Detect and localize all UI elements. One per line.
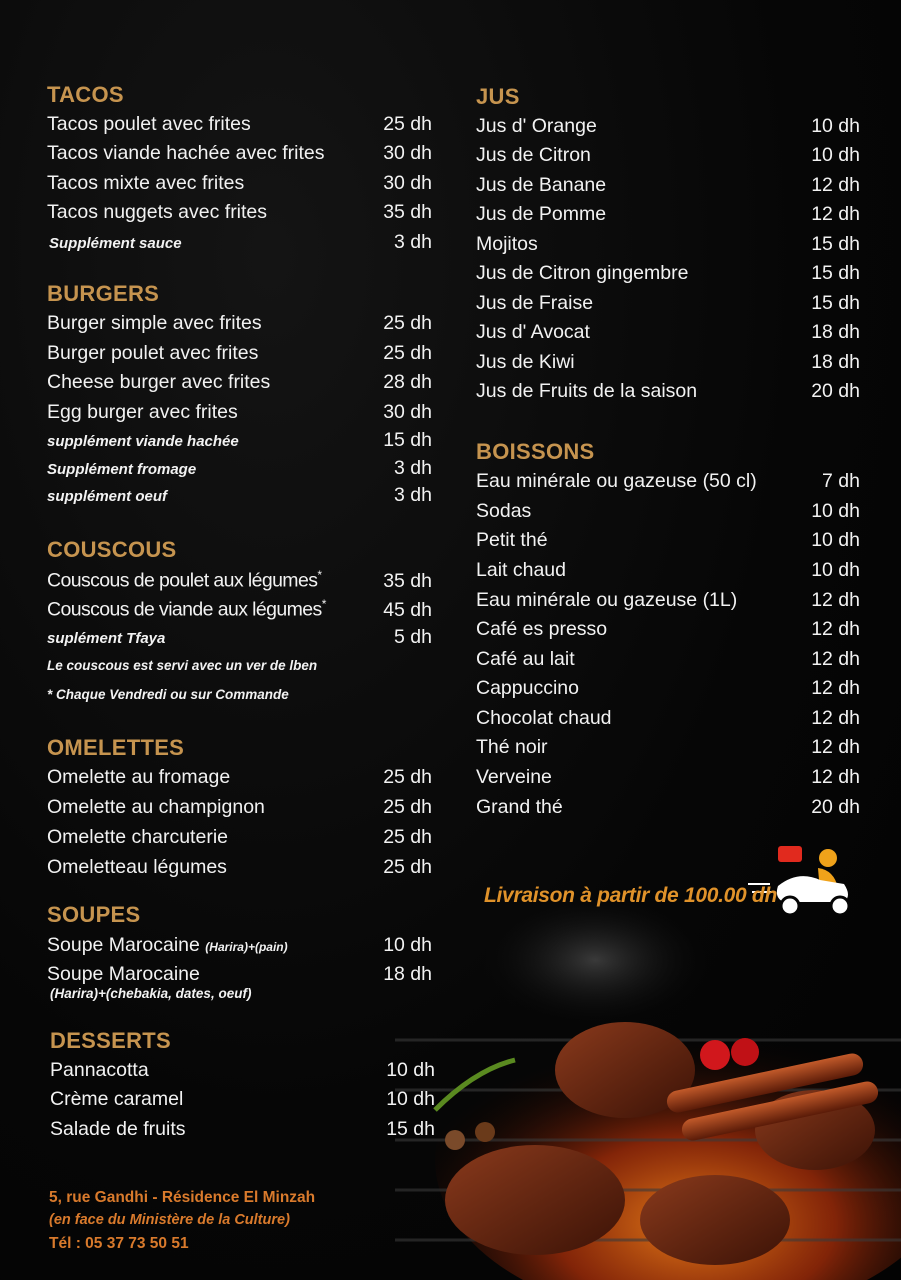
menu-item <box>47 766 432 789</box>
footer-contact <box>49 1186 315 1255</box>
delivery-scooter-icon <box>748 840 860 920</box>
item-price: 10 dh <box>811 529 860 551</box>
item-name: Jus d' Avocat <box>476 321 590 343</box>
section-title-jus: JUS <box>476 84 520 109</box>
item-name: Petit thé <box>476 529 548 551</box>
menu-item <box>47 568 432 593</box>
menu-item <box>476 380 860 403</box>
menu-item <box>47 963 432 1001</box>
item-name: Omelette charcuterie <box>47 826 228 848</box>
item-price: 25 dh <box>383 826 432 848</box>
item-price: 12 dh <box>811 766 860 788</box>
item-name: Jus de Fruits de la saison <box>476 380 698 402</box>
menu-item <box>47 934 432 957</box>
item-price: 10 dh <box>383 934 432 956</box>
item-price: 10 dh <box>811 144 860 166</box>
menu-item <box>47 172 432 195</box>
menu-item <box>50 1059 435 1082</box>
menu-item <box>476 321 860 344</box>
item-name: Omelette au champignon <box>47 796 265 818</box>
menu-item <box>476 351 860 374</box>
item-name: Grand thé <box>476 796 563 818</box>
item-price: 12 dh <box>811 648 860 670</box>
item-name: Jus d' Orange <box>476 115 597 137</box>
item-price: 15 dh <box>386 1118 435 1140</box>
menu-item <box>47 142 432 165</box>
item-name: Omelette au fromage <box>47 766 231 788</box>
item-price: 30 dh <box>383 401 432 423</box>
item-price: 10 dh <box>386 1059 435 1081</box>
item-name: Burger simple avec frites <box>47 312 262 334</box>
menu-item <box>476 648 860 671</box>
item-price: 10 dh <box>811 559 860 581</box>
section-title-boissons: BOISSONS <box>476 439 595 464</box>
item-price: 18 dh <box>383 963 432 985</box>
item-price: 20 dh <box>811 796 860 818</box>
item-price: 25 dh <box>383 796 432 818</box>
menu-item <box>476 262 860 285</box>
item-price: 15 dh <box>811 262 860 284</box>
item-price: 15 dh <box>811 292 860 314</box>
extra-price: 5 dh <box>394 626 432 648</box>
couscous-note: Le couscous est servi avec un ver de lben <box>47 658 318 673</box>
item-name: Jus de Citron <box>476 144 591 166</box>
item-price: 18 dh <box>811 321 860 343</box>
menu-item <box>47 856 432 879</box>
menu-item <box>476 766 860 789</box>
item-price: 25 dh <box>383 113 432 135</box>
menu-item <box>476 796 860 819</box>
item-price: 12 dh <box>811 677 860 699</box>
item-price: 30 dh <box>383 142 432 164</box>
couscous-footnote: * Chaque Vendredi ou sur Commande <box>47 687 289 702</box>
item-name: Cappuccino <box>476 677 579 699</box>
item-price: 35 dh <box>383 201 432 223</box>
item-name: Pannacotta <box>50 1059 149 1081</box>
item-price: 18 dh <box>811 351 860 373</box>
item-name: Eau minérale ou gazeuse (50 cl) <box>476 470 757 492</box>
section-title-omelettes: OMELETTES <box>47 735 185 760</box>
item-name: Cheese burger avec frites <box>47 371 271 393</box>
menu-item <box>476 203 860 226</box>
item-name: Tacos viande hachée avec frites <box>47 142 325 164</box>
item-name: Egg burger avec frites <box>47 401 238 423</box>
section-title-desserts: DESSERTS <box>50 1028 171 1053</box>
menu-item <box>476 736 860 759</box>
menu-item <box>47 826 432 849</box>
menu-item <box>476 589 860 612</box>
menu-item <box>476 677 860 700</box>
item-name: Tacos mixte avec frites <box>47 172 245 194</box>
menu-item <box>476 529 860 552</box>
item-name: Verveine <box>476 766 552 788</box>
item-price: 45 dh <box>383 598 432 621</box>
menu-item <box>47 401 432 424</box>
item-price: 12 dh <box>811 736 860 758</box>
menu-item <box>476 144 860 167</box>
menu-extra <box>47 231 432 254</box>
item-name: Chocolat chaud <box>476 707 612 729</box>
menu-item <box>47 312 432 335</box>
menu-item <box>50 1118 435 1141</box>
extra-name: Supplément fromage <box>47 461 197 478</box>
menu-item <box>476 233 860 256</box>
item-price: 15 dh <box>811 233 860 255</box>
item-name: Café es presso <box>476 618 608 640</box>
item-price: 7 dh <box>822 470 860 492</box>
extra-name: supplément viande hachée <box>47 433 239 450</box>
item-name: Soupe Marocaine (Harira)+(chebakia, dates, oeuf) <box>47 963 252 1001</box>
item-name: Jus de Fraise <box>476 292 594 314</box>
menu-extra <box>47 484 432 507</box>
item-price: 25 dh <box>383 856 432 878</box>
item-price: 25 dh <box>383 766 432 788</box>
section-title-soupes: SOUPES <box>47 902 141 927</box>
menu-extra <box>47 457 432 480</box>
section-title-couscous: COUSCOUS <box>47 537 177 562</box>
extra-price: 3 dh <box>394 484 432 506</box>
item-name: Mojitos <box>476 233 538 255</box>
footer-phone: Tél : 05 37 73 50 51 <box>49 1235 189 1252</box>
section-title-tacos: TACOS <box>47 82 124 107</box>
footer-address: 5, rue Gandhi - Résidence El Minzah <box>49 1189 316 1206</box>
item-price: 10 dh <box>811 500 860 522</box>
extra-price: 15 dh <box>383 429 432 451</box>
menu-extra <box>47 429 432 452</box>
item-name: Café au lait <box>476 648 575 670</box>
item-price: 12 dh <box>811 707 860 729</box>
item-name: Couscous de viande aux légumes* <box>47 597 326 621</box>
extra-name: suplément Tfaya <box>47 630 166 647</box>
menu-item <box>47 597 432 622</box>
item-name: Tacos poulet avec frites <box>47 113 251 135</box>
item-name: Soupe Marocaine (Harira)+(pain) <box>47 934 288 956</box>
item-price: 10 dh <box>386 1088 435 1110</box>
menu-extra <box>47 626 432 649</box>
item-price: 28 dh <box>383 371 432 393</box>
item-price: 25 dh <box>383 312 432 334</box>
item-name: Jus de Kiwi <box>476 351 575 373</box>
item-price: 10 dh <box>811 115 860 137</box>
item-name: Salade de fruits <box>50 1118 186 1140</box>
menu-item <box>476 618 860 641</box>
item-name: Burger poulet avec frites <box>47 342 259 364</box>
menu-item <box>476 470 860 493</box>
extra-price: 3 dh <box>394 457 432 479</box>
item-name: Couscous de poulet aux légumes* <box>47 568 322 592</box>
item-price: 12 dh <box>811 589 860 611</box>
item-name: Jus de Banane <box>476 174 607 196</box>
item-price: 12 dh <box>811 174 860 196</box>
grilled-meat-image <box>395 900 901 1280</box>
extra-name: supplément oeuf <box>47 488 168 505</box>
item-name: Lait chaud <box>476 559 566 581</box>
item-price: 35 dh <box>383 569 432 592</box>
item-name: Thé noir <box>476 736 548 758</box>
menu-item <box>476 559 860 582</box>
footer-landmark: (en face du Ministère de la Culture) <box>49 1212 290 1228</box>
item-name: Omeletteau légumes <box>47 856 227 878</box>
menu-item <box>476 174 860 197</box>
item-name: Sodas <box>476 500 532 522</box>
item-name: Jus de Pomme <box>476 203 607 225</box>
extra-name: Supplément sauce <box>49 235 182 252</box>
item-price: 30 dh <box>383 172 432 194</box>
item-price: 25 dh <box>383 342 432 364</box>
menu-item <box>47 371 432 394</box>
item-name: Tacos nuggets avec frites <box>47 201 268 223</box>
section-title-burgers: BURGERS <box>47 281 160 306</box>
item-price: 12 dh <box>811 618 860 640</box>
menu-item <box>50 1088 435 1111</box>
item-price: 20 dh <box>811 380 860 402</box>
menu-item <box>47 342 432 365</box>
menu-item <box>47 113 432 136</box>
menu-item <box>476 115 860 138</box>
item-name: Eau minérale ou gazeuse (1L) <box>476 589 738 611</box>
menu-item <box>476 500 860 523</box>
menu-item <box>476 707 860 730</box>
menu-item <box>47 201 432 224</box>
delivery-banner: Livraison à partir de 100.00 dh <box>484 884 777 907</box>
item-price: 12 dh <box>811 203 860 225</box>
menu-item <box>47 796 432 819</box>
item-name: Jus de Citron gingembre <box>476 262 689 284</box>
item-name: Crème caramel <box>50 1088 184 1110</box>
extra-price: 3 dh <box>394 231 432 253</box>
menu-item <box>476 292 860 315</box>
